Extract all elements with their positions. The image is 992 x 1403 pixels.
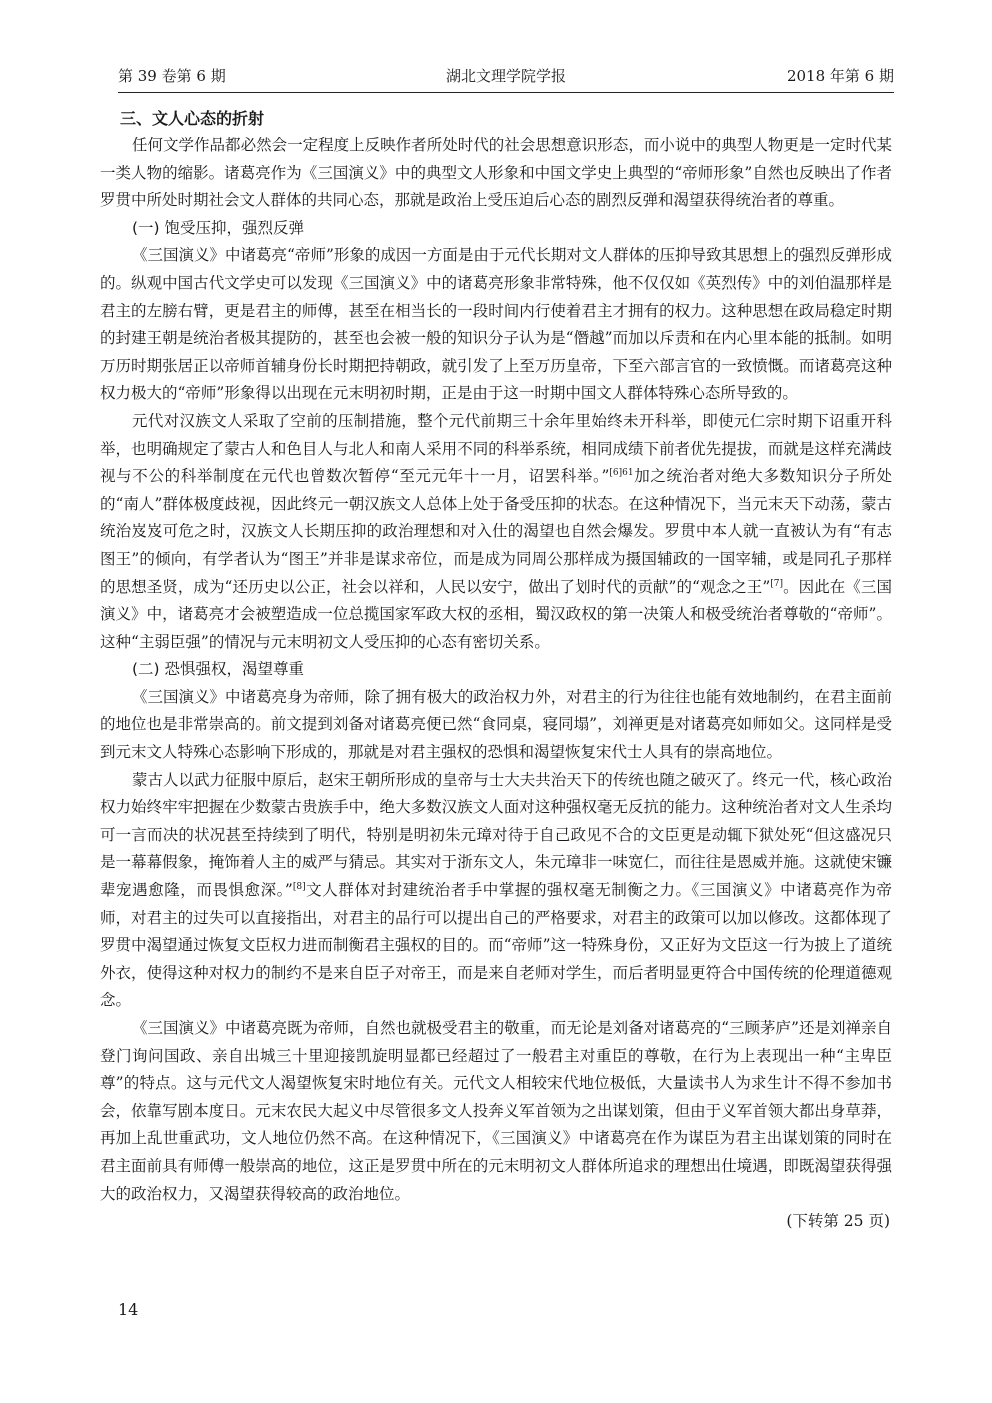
running-header (118, 66, 894, 92)
paragraph-text: 加之统治者对绝大多数知识分子所处的“南人”群体极度歧视，因此终元一朝汉族文人总体上处于备受压抑的状态。在这种情况下，当元末天下动荡，蒙古统治岌岌可危之时，汉族文人长期压抑的政治理想和对入仕的渴望也自然会爆发。罗贯中本人就一直被认为有“有志图王”的倾向，有学者认为“图王”并非是谋求帝位，而是成为同周公那样成为摄国辅政的一国宰辅，或是同孔子那样的思想圣贤，成为“还历史以公正，社会以祥和，人民以安宁，做出了划时代的贡献”的“观念之王” (100, 467, 892, 596)
paragraph-text: 蒙古人以武力征服中原后，赵宋王朝所形成的皇帝与士大夫共治天下的传统也随之破灭了。终元一代，核心政治权力始终牢牢把握在少数蒙古贵族手中，绝大多数汉族文人面对这种强权毫无反抗的能力。这种统治者对文人生杀均可一言而决的状况甚至持续到了明代，特别是明初朱元璋对待于自己政见不合的文臣更是动辄下狱处死“但这盛况只是一幕幕假象，掩饰着人主的威严与猜忌。其实对于浙东文人，朱元璋非一味宽仁，而往往是恩威并施。这就使宋镰辈宠遇愈隆，而畏惧愈深。” (100, 770, 892, 900)
citation-ref-7: [7] (770, 578, 783, 589)
intro-paragraph: 任何文学作品都必然会一定程度上反映作者所处时代的社会思想意识形态，而小说中的典型人物更是一定时代某一类人物的缩影。诸葛亮作为《三国演义》中的典型文人形象和中国文学史上典型的“帝师形象”自然也反映出了作者罗贯中所处时期社会文人群体的共同心态，那就是政治上受压迫后心态的剧烈反弹和渴望获得统治者的尊重。 (100, 136, 892, 210)
subsection1-paragraph-1: 《三国演义》中诸葛亮“帝师”形象的成因一方面是由于元代长期对文人群体的压抑导致其思想上的强烈反弹形成的。纵观中国古代文学史可以发现《三国演义》中的诸葛亮形象非常特殊，他不仅仅如《英烈传》中的刘伯温那样是君主的左膀右臂，更是君主的师傅，甚至在相当长的一段时间内行使着君主才拥有的权力。这种思想在政局稳定时期的封建王朝是统治者极其提防的，甚至也会被一般的知识分子认为是“僭越”而加以斥责和在内心里本能的抵制。如明万历时期张居正以帝师首辅身份长时期把持朝政，就引发了上至万历皇帝，下至六部言官的一致愤慨。而诸葛亮这种权力极大的“帝师”形象得以出现在元末明初时期，正是由于这一时期中国文人群体特殊心态所导致的。 (100, 246, 892, 403)
citation-ref-8: [8] (292, 882, 306, 893)
citation-ref-6: [6]61 (609, 468, 634, 479)
header-rule (118, 92, 894, 93)
article-body (100, 100, 892, 1234)
paragraph-text: 。因此在《三国演义》中，诸葛亮才会被塑造成一位总揽国家军政大权的丞相，蜀汉政权的第一决策人和极受统治者尊敬的“帝师”。这种“主弱臣强”的情况与元末明初文人受压抑的心态有密切关系。 (100, 577, 892, 651)
section-heading: 三、文人心态的折射 (120, 109, 265, 128)
continued-note: (下转第 25 页) (786, 1212, 890, 1231)
paragraph-text: 文人群体对封建统治者手中掌握的强权毫无制衡之力。《三国演义》中诸葛亮作为帝师，对君主的过失可以直接指出，对君主的品行可以提出自己的严格要求，对君主的政策可以加以修改。这都体现了罗贯中渴望通过恢复文臣权力进而制衡君主强权的目的。而“帝师”这一特殊身份，又正好为文臣这一行为披上了道统外衣，使得这种对权力的制约不是来自臣子对帝王，而是来自老师对学生，而后者明显更符合中国传统的伦理道德观念。 (100, 881, 892, 1010)
subsection1-paragraph-2 (100, 408, 892, 656)
journal-year-issue: 2018 年第 6 期 (786, 67, 894, 85)
subsection-heading-1: (一) 饱受压抑，强烈反弹 (132, 218, 305, 237)
subsection2-paragraph-3: 《三国演义》中诸葛亮既为帝师，自然也就极受君主的敬重，而无论是刘备对诸葛亮的“三顾茅庐”还是刘禅亲自登门询问国政、亲自出城三十里迎接凯旋明显都已经超过了一般君主对重臣的尊敬，在行为上表现出一种“主卑臣尊”的特点。这与元代文人渴望恢复宋时地位有关。元代文人相较宋代地位极低，大量读书人为求生计不得不参加书会，依靠写剧本度日。元末农民大起义中尽管很多文人投奔义军首领为之出谋划策，但由于义军首领大都出身草莽，再加上乱世重武功，文人地位仍然不高。在这种情况下，《三国演义》中诸葛亮在作为谋臣为君主出谋划策的同时在君主面前具有师傅一般崇高的地位，这正是罗贯中所在的元末明初文人群体所追求的理想出仕境遇，即既渴望获得强大的政治权力，又渴望获得较高的政治地位。 (100, 1019, 892, 1203)
page-number: 14 (118, 1300, 139, 1319)
subsection2-paragraph-1: 《三国演义》中诸葛亮身为帝师，除了拥有极大的政治权力外，对君主的行为往往也能有效地制约，在君主面前的地位也是非常崇高的。前文提到刘备对诸葛亮便已然“食同桌，寝同塌”，刘禅更是对诸葛亮如师如父。这同样是受到元末文人特殊心态影响下形成的，那就是对君主强权的恐惧和渴望恢复宋代士人具有的崇高地位。 (100, 687, 892, 762)
paragraph-text: 元代对汉族文人采取了空前的压制措施，整个元代前期三十余年里始终未开科举，即使元仁宗时期下诏重开科举，也明确规定了蒙古人和色目人与北人和南人采用不同的科举系统，相同成绩下前者优先提拔，而就是这样充满歧视与不公的科举制度在元代也曾数次暂停“至元元年十一月，诏罢科举。” (100, 411, 892, 486)
subsection2-paragraph-2 (100, 767, 892, 1015)
journal-volume-issue: 第 39 卷第 6 期 (118, 67, 226, 85)
journal-name: 湖北文理学院学报 (445, 67, 566, 85)
subsection-heading-2: (二) 恐惧强权，渴望尊重 (132, 660, 305, 679)
